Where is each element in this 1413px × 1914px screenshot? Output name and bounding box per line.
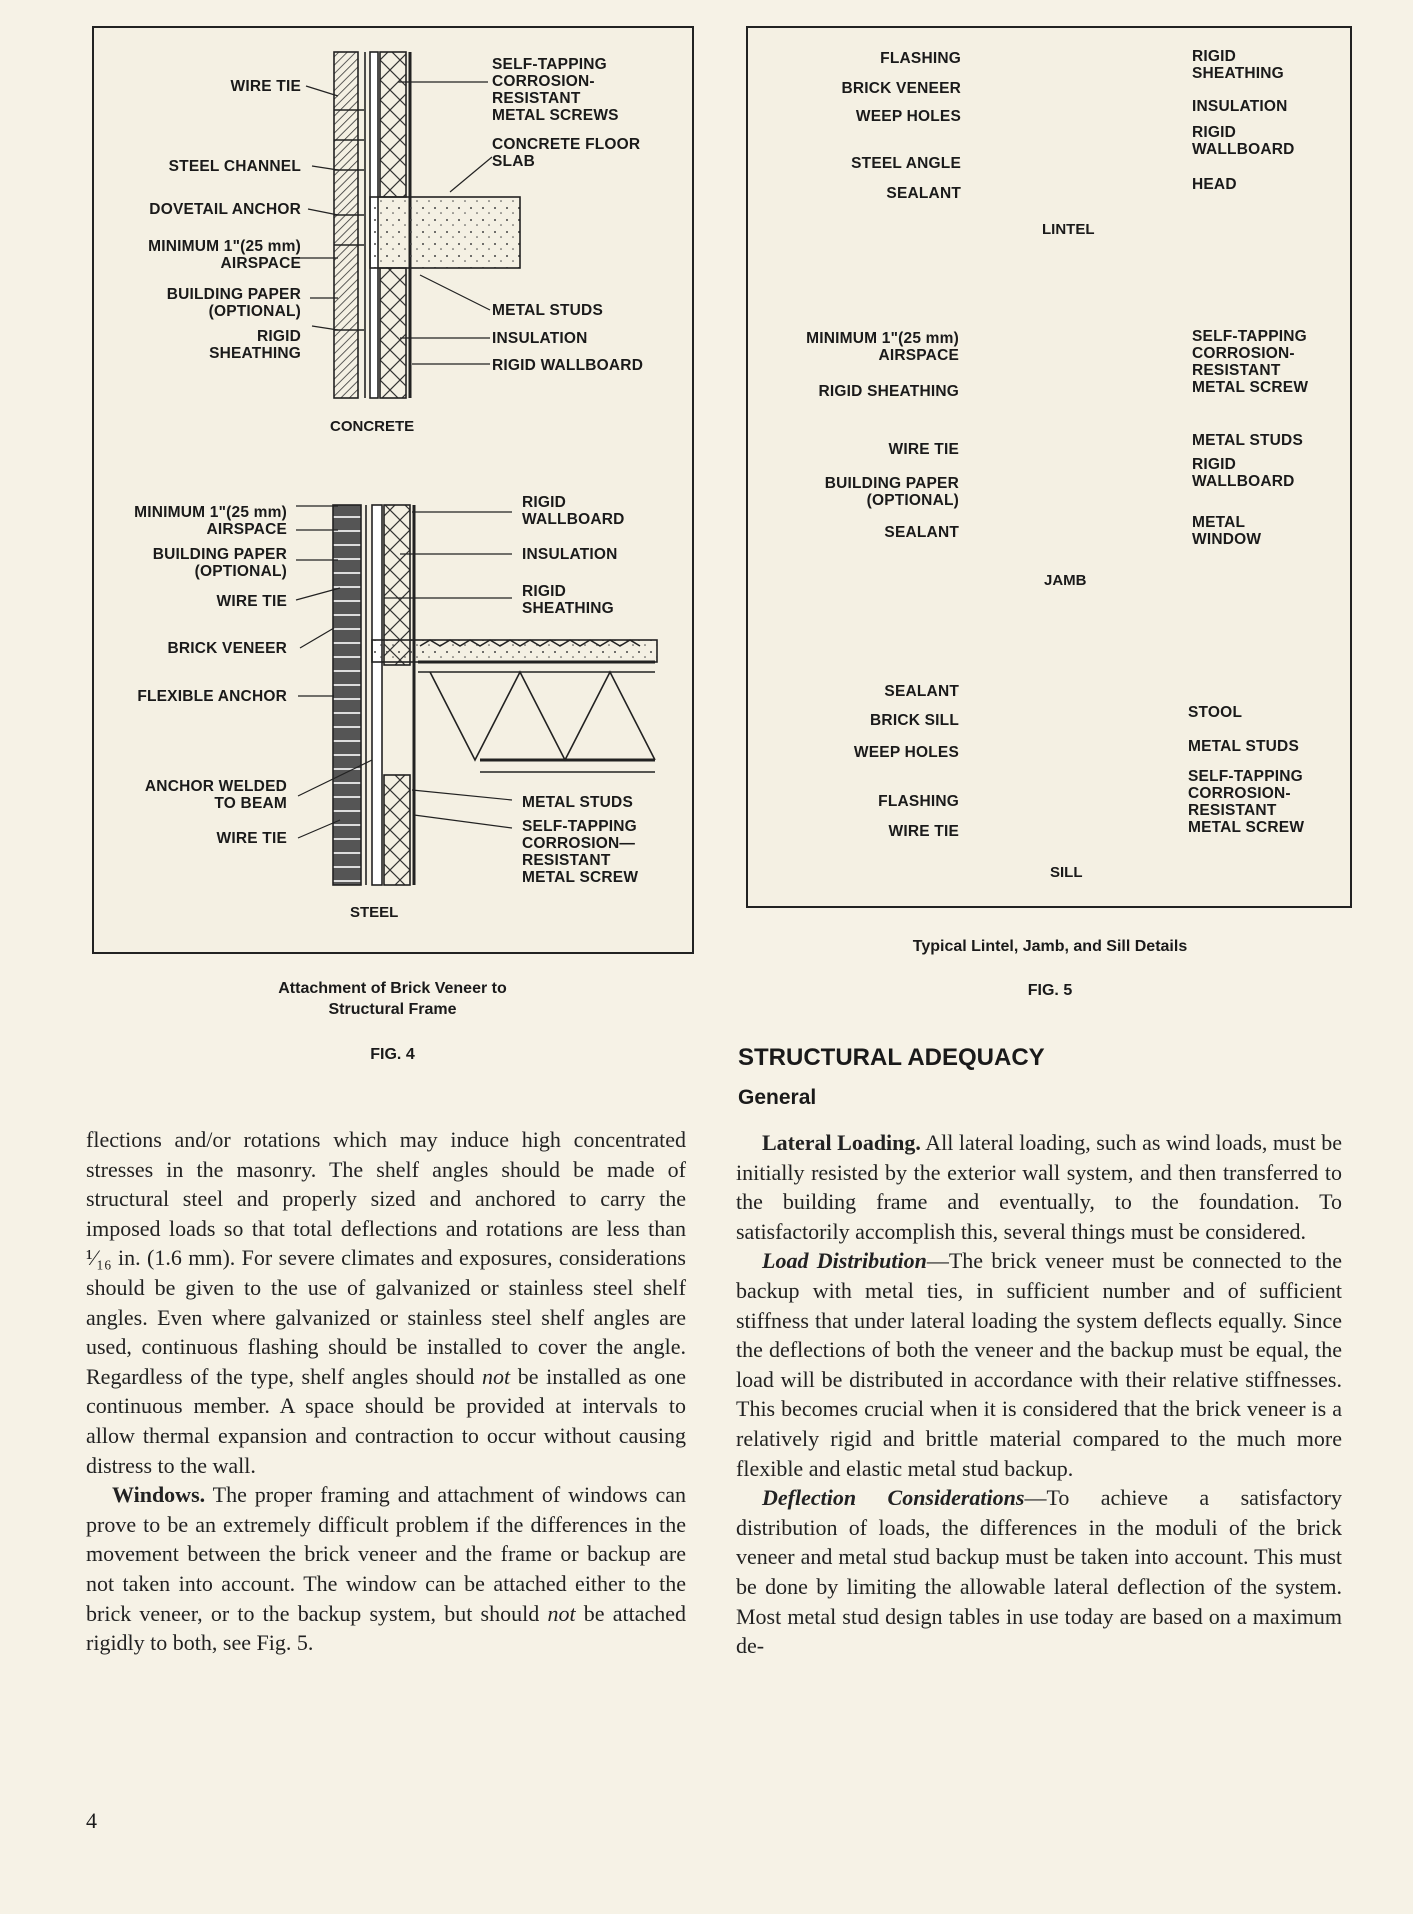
label-metal-window: METAL WINDOW: [1192, 514, 1262, 548]
label-rigid-sheathing: RIGID SHEATHING: [209, 328, 301, 362]
label-flashing: FLASHING: [878, 793, 959, 810]
fig5-jamb-subtitle: JAMB: [1044, 572, 1087, 589]
subsection-heading: General: [738, 1086, 817, 1109]
label-rigid-sheathing: RIGID SHEATHING: [818, 383, 959, 400]
label-wire-tie: WIRE TIE: [888, 441, 959, 458]
label-wire-tie: WIRE TIE: [888, 823, 959, 840]
label-self-tapping-screw: SELF-TAPPING CORROSION- RESISTANT METAL SCREW: [1188, 768, 1305, 836]
label-weep-holes: WEEP HOLES: [855, 108, 961, 125]
label-airspace: MINIMUM 1"(25 mm) AIRSPACE: [806, 330, 959, 364]
page-number: 4: [86, 1808, 97, 1833]
fig5-sill-subtitle: SILL: [1050, 864, 1083, 881]
label-brick-veneer: BRICK VENEER: [167, 640, 287, 657]
label-building-paper: BUILDING PAPER (OPTIONAL): [824, 475, 959, 509]
fig5-lintel-subtitle: LINTEL: [1042, 221, 1095, 238]
label-sealant: SEALANT: [884, 683, 959, 700]
label-anchor-welded: ANCHOR WELDED TO BEAM: [144, 778, 287, 812]
fig4-concrete-subtitle: CONCRETE: [330, 418, 415, 435]
label-building-paper: BUILDING PAPER (OPTIONAL): [152, 546, 287, 580]
paragraph: flections and/or rotations which may induce high concentrated stresses in the masonry. The shelf angles should be made of structural steel and properly sized and anchored to carry the imposed loads so that total deflections and rotations are less than ¹⁄₁₆ in. (1.6 mm). For severe climates and exposures, considerations should be given to the use of galvanized or stainless steel shelf angles. Even where galvanized or stainless steel shelf angles are used, continuous flashing should be installed to cover the angle. Regardless of the type, shelf angles should not be installed as one continuous member. A space should be provided at intervals to allow thermal expansion and contraction to occur without causing distress to the wall.: [86, 1127, 686, 1478]
label-building-paper: BUILDING PAPER (OPTIONAL): [166, 286, 301, 320]
label-rigid-sheathing: RIGID SHEATHING: [1192, 48, 1284, 82]
paragraph: Lateral Loading. All lateral loading, such as wind loads, must be initially resisted by the exterior wall system, and then transferred to the building frame and eventually, to the foundation. To satisfactorily accomplish this, several things must be considered.: [736, 1130, 1342, 1244]
fig4-steel-subtitle: STEEL: [350, 904, 399, 921]
label-rigid-wallboard: RIGID WALLBOARD: [1192, 124, 1295, 158]
label-brick-veneer: BRICK VENEER: [841, 80, 961, 97]
label-stool: STOOL: [1188, 704, 1243, 721]
label-metal-studs: METAL STUDS: [1192, 432, 1303, 449]
label-steel-angle: STEEL ANGLE: [851, 155, 961, 172]
label-insulation: INSULATION: [492, 330, 588, 347]
right-column: [736, 1128, 1342, 1661]
fig5-number: FIG. 5: [1027, 982, 1073, 999]
label-flashing: FLASHING: [880, 50, 961, 67]
label-sealant: SEALANT: [886, 185, 961, 202]
label-rigid-wallboard: RIGID WALLBOARD: [1192, 456, 1295, 490]
label-weep-holes: WEEP HOLES: [853, 744, 959, 761]
fig5-caption: Typical Lintel, Jamb, and Sill Details: [912, 938, 1188, 955]
label-metal-studs: METAL STUDS: [492, 302, 603, 319]
label-concrete-floor-slab: CONCRETE FLOOR SLAB: [492, 136, 641, 170]
left-column: [86, 1125, 686, 1658]
section-heading: STRUCTURAL ADEQUACY: [738, 1044, 1045, 1071]
label-rigid-wallboard: RIGID WALLBOARD: [522, 494, 625, 528]
label-brick-sill: BRICK SILL: [870, 712, 959, 729]
paragraph: Deflection Considerations—To achieve a satisfactory distribution of loads, the differences in the moduli of the brick veneer and metal stud backup must be taken into account. This must be done by limiting the allowable lateral deflection of the system. Most metal stud design tables in use today are based on a maximum de-: [736, 1485, 1342, 1659]
label-steel-channel: STEEL CHANNEL: [168, 158, 301, 175]
label-wire-tie: WIRE TIE: [230, 78, 301, 95]
label-metal-studs: METAL STUDS: [522, 794, 633, 811]
label-rigid-wallboard: RIGID WALLBOARD: [492, 357, 644, 374]
label-self-tapping-screw: SELF-TAPPING CORROSION— RESISTANT METAL SCREW: [522, 818, 639, 886]
label-insulation: INSULATION: [522, 546, 618, 563]
label-wire-tie-2: WIRE TIE: [216, 830, 287, 847]
paragraph: Load Distribution—The brick veneer must be connected to the backup with metal ties, in sufficient number and of sufficient stiffness that under lateral loading the system deflects equally. Since the deflections of both the veneer and the backup must be equal, the load will be distributed in accordance with their relative stiffnesses. This becomes crucial when it is considered that the brick veneer is a relatively rigid and brittle material compared to the much more flexible and elastic metal stud backup.: [736, 1248, 1342, 1481]
fig4-caption: Attachment of Brick Veneer to Structural Frame: [278, 980, 507, 1018]
label-rigid-sheathing: RIGID SHEATHING: [522, 583, 614, 617]
label-flexible-anchor: FLEXIBLE ANCHOR: [137, 688, 287, 705]
label-airspace: MINIMUM 1"(25 mm) AIRSPACE: [134, 504, 287, 538]
label-dovetail-anchor: DOVETAIL ANCHOR: [149, 201, 301, 218]
label-self-tapping-screws: SELF-TAPPING CORROSION- RESISTANT METAL SCREWS: [492, 56, 619, 124]
fig4-number: FIG. 4: [370, 1046, 415, 1063]
label-head: HEAD: [1192, 176, 1237, 193]
label-sealant: SEALANT: [884, 524, 959, 541]
label-insulation: INSULATION: [1192, 98, 1288, 115]
paragraph: Windows. The proper framing and attachment of windows can prove to be an extremely difficult problem if the differences in the movement between the brick veneer and the frame or backup are not taken into account. The window can be attached either to the brick veneer, or to the backup system, but should not be attached rigidly to both, see Fig. 5.: [86, 1482, 687, 1656]
label-airspace: MINIMUM 1"(25 mm) AIRSPACE: [148, 238, 301, 272]
label-metal-studs: METAL STUDS: [1188, 738, 1299, 755]
label-wire-tie: WIRE TIE: [216, 593, 287, 610]
label-self-tapping-screw: SELF-TAPPING CORROSION- RESISTANT METAL SCREW: [1192, 328, 1309, 396]
